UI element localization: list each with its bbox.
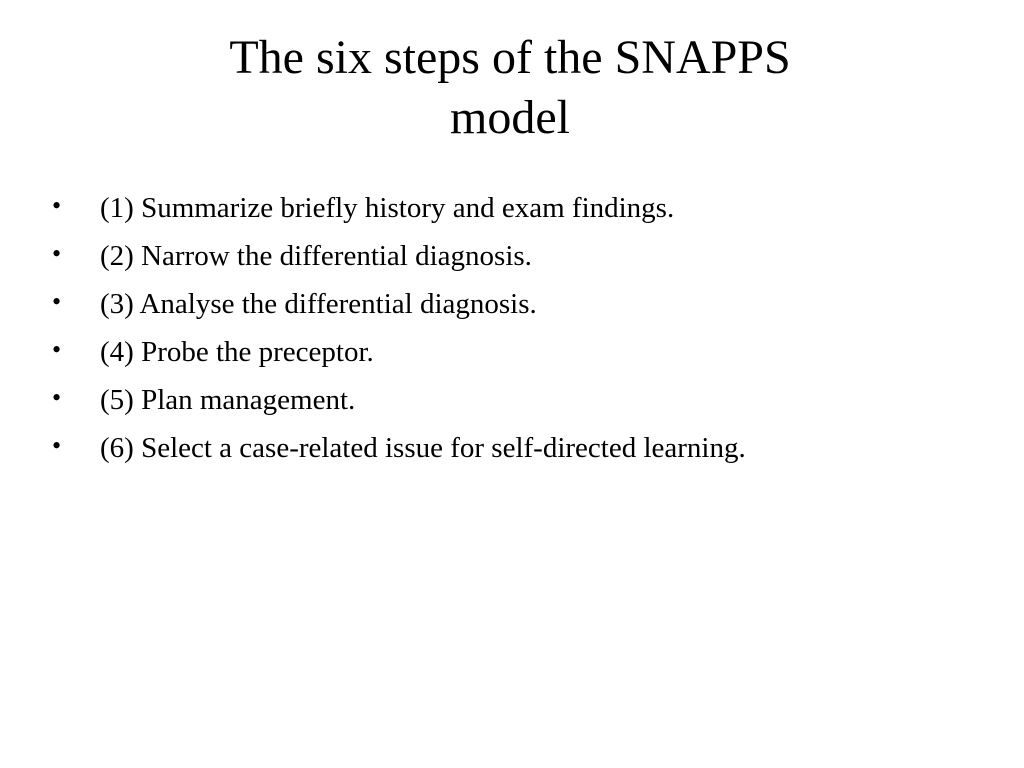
bullet-dot-icon: • [52, 335, 62, 364]
bullet-item-5 [52, 380, 992, 428]
bullet-dot-icon: • [52, 287, 62, 316]
bullet-text-2: (2) Narrow the differential diagnosis. [100, 240, 532, 272]
bullet-dot-icon: • [52, 191, 62, 220]
bullet-item-3 [52, 284, 992, 332]
bullet-item-2 [52, 236, 992, 284]
bullet-text-1: (1) Summarize briefly history and exam findings. [100, 192, 675, 224]
slide-title-line-2: model [450, 91, 570, 144]
bullet-text-3: (3) Analyse the differential diagnosis. [100, 288, 537, 320]
bullet-text-4: (4) Probe the preceptor. [100, 336, 374, 368]
slide-title [150, 28, 870, 148]
bullet-item-6 [52, 428, 992, 476]
bullet-text-5: (5) Plan management. [100, 384, 356, 416]
slide-title-line-1: The six steps of the SNAPPS [229, 31, 791, 84]
bullet-item-4 [52, 332, 992, 380]
bullet-dot-icon: • [52, 239, 62, 268]
bullet-dot-icon: • [52, 383, 62, 412]
bullet-text-6: (6) Select a case-related issue for self-directed learning. [100, 432, 746, 464]
bullet-item-1 [52, 188, 992, 236]
bullet-dot-icon: • [52, 431, 62, 460]
bullet-list [52, 188, 992, 476]
